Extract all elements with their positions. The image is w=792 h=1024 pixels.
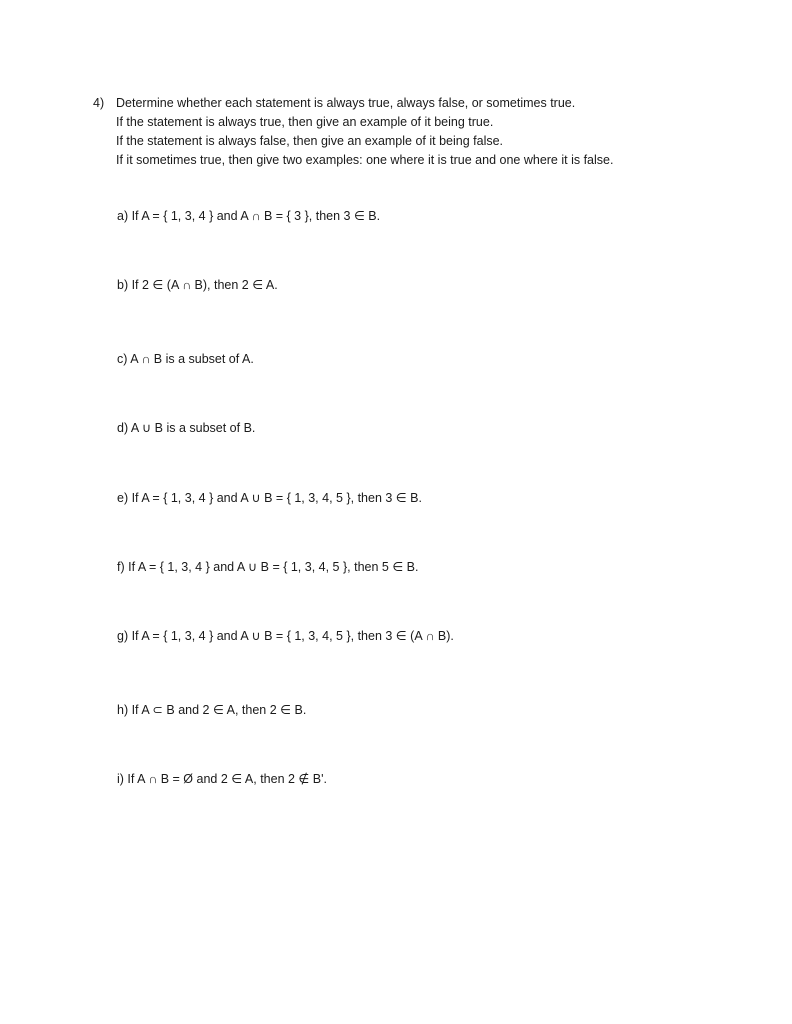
part-e-statement: e) If A = { 1, 3, 4 } and A ∪ B = { 1, 3, 4, 5 }, then 3 ∈ B. xyxy=(117,491,422,505)
instruction-line: If the statement is always true, then give an example of it being true. xyxy=(116,115,494,129)
part-g-statement: g) If A = { 1, 3, 4 } and A ∪ B = { 1, 3, 4, 5 }, then 3 ∈ (A ∩ B). xyxy=(117,629,454,643)
part-h-statement: h) If A ⊂ B and 2 ∈ A, then 2 ∈ B. xyxy=(117,703,307,717)
instruction-line: Determine whether each statement is always true, always false, or sometimes true. xyxy=(116,96,576,110)
question-number: 4) xyxy=(93,96,105,110)
part-a-statement: a) If A = { 1, 3, 4 } and A ∩ B = { 3 }, then 3 ∈ B. xyxy=(117,209,381,223)
part-c-statement: c) A ∩ B is a subset of A. xyxy=(117,352,254,366)
instruction-line: If the statement is always false, then give an example of it being false. xyxy=(116,134,504,148)
part-i-statement: i) If A ∩ B = Ø and 2 ∈ A, then 2 ∉ B'. xyxy=(117,772,327,786)
part-b-statement: b) If 2 ∈ (A ∩ B), then 2 ∈ A. xyxy=(117,278,278,292)
part-f-statement: f) If A = { 1, 3, 4 } and A ∪ B = { 1, 3, 4, 5 }, then 5 ∈ B. xyxy=(117,560,419,574)
question-instructions xyxy=(116,94,756,170)
instruction-line: If it sometimes true, then give two examples: one where it is true and one where it is false. xyxy=(116,153,614,167)
part-d-statement: d) A ∪ B is a subset of B. xyxy=(117,421,256,435)
